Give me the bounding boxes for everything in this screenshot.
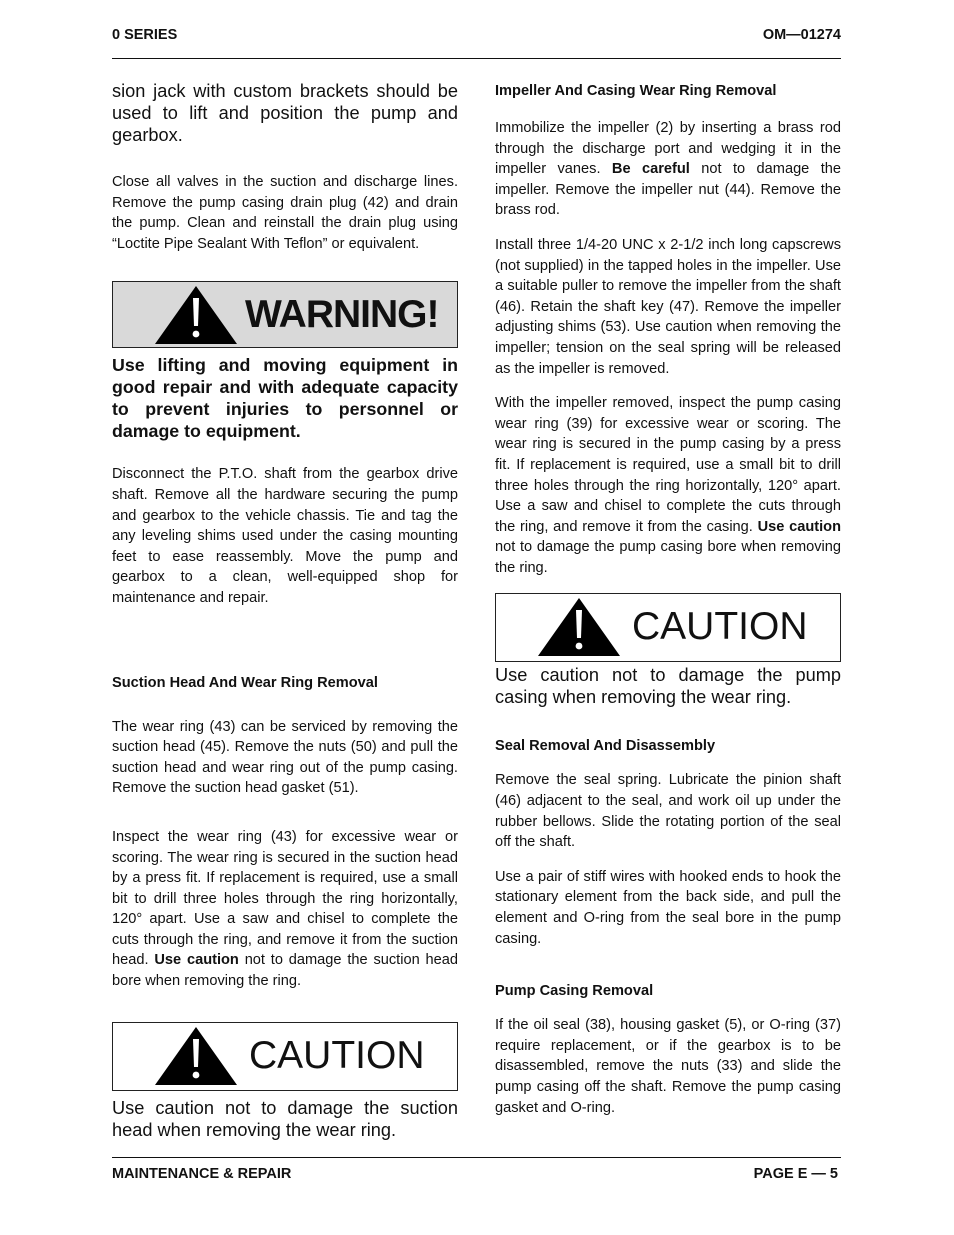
- immobilize-text-c: not to damage the impeller. Remove the impeller nut (44). Remove the brass rod.: [495, 161, 841, 219]
- warning-label: WARNING!: [245, 293, 439, 337]
- left-column: [112, 80, 458, 1141]
- immobilize-text-a: Immobilize the impeller (2) by inserting a brass rod through the discharge port and wedging it in the impeller vanes.: [495, 120, 841, 178]
- casing-text-a: With the impeller removed, inspect the pump casing wear ring (39) for excessive wear or scoring. The wear ring is secured in the pump casing by a press fit. If replacement is required, use a small bit to drill three holes through the ring horizontally, 120° apart. Use a saw and chisel to complete the cuts through the ring, and remove it from the casing.: [495, 395, 841, 535]
- caution-triangle-icon: [536, 596, 622, 658]
- stiff-wires-paragraph: Use a pair of stiff wires with hooked ends to hook the stationary element from the back side, and pull the element and O-ring from the seal bore in the pump casing.: [495, 868, 841, 947]
- warning-box: [112, 281, 458, 348]
- inspect-paragraph: [112, 827, 458, 992]
- wear-ring-paragraph: The wear ring (43) can be serviced by removing the suction head (45). Remove the nuts (50) and pull the suction head and wear ring out of the pump casing. Remove the suction head gasket (51).: [112, 718, 458, 797]
- immobilize-be-careful: Be careful: [611, 161, 690, 178]
- pump-casing-heading: Pump Casing Removal: [495, 983, 654, 1000]
- capscrews-paragraph: Install three 1/4-20 UNC x 2-1/2 inch long capscrews (not supplied) in the tapped holes in the impeller. Use a suitable puller to remove the impeller from the shaft (46). Retain the shaft key (47). Remove the impeller adjusting shims (53). Use caution when removing the impeller; tension on the seal spring will be released as the impeller is removed.: [495, 236, 841, 377]
- disconnect-paragraph: Disconnect the P.T.O. shaft from the gearbox drive shaft. Remove all the hardware securing the pump and gearbox to the vehicle chassis. Tie and tag the any leveling shims used under the casing mounting feet to ease reassembly. Move the pump and gearbox to a clean, well-equipped shop for maintenance and repair.: [112, 466, 458, 606]
- footer-rule: [112, 1157, 841, 1158]
- header-series: 0 SERIES: [112, 27, 178, 43]
- caution-triangle-icon: [153, 1025, 239, 1087]
- immobilize-paragraph: [495, 118, 841, 221]
- right-column: [495, 83, 841, 1118]
- warning-triangle-icon: [153, 284, 239, 346]
- caution-label-left: CAUTION: [249, 1033, 425, 1077]
- casing-wear-ring-paragraph: [495, 393, 841, 578]
- caution-box-left: [112, 1022, 458, 1091]
- impeller-heading: Impeller And Casing Wear Ring Removal: [495, 83, 777, 99]
- header-rule: [112, 58, 841, 59]
- caution-box-right: [495, 593, 841, 662]
- drain-paragraph: Close all valves in the suction and discharge lines. Remove the pump casing drain plug (42) and drain the pump. Clean and reinstall the drain plug using “Loctite Pipe Sealant With Teflon” or equivalent.: [112, 174, 458, 252]
- caution-label-right: CAUTION: [632, 605, 808, 649]
- inspect-use-caution: Use caution: [154, 952, 239, 969]
- inspect-text-a: Inspect the wear ring (43) for excessive wear or scoring. The wear ring is secured in the suction head by a press fit. If replacement is required, use a small bit to drill three holes through the ring horizontally, 120° apart. Use a saw and chisel to complete the cuts through the ring, and remove it from the suction head.: [112, 828, 458, 969]
- suction-head-heading: Suction Head And Wear Ring Removal: [112, 674, 378, 691]
- header-doc-number: OM—01274: [762, 27, 841, 43]
- caution-text-right: Use caution not to damage the pump casing when removing the wear ring.: [495, 665, 841, 708]
- pump-casing-paragraph: If the oil seal (38), housing gasket (5), or O-ring (37) require replacement, or if the gearbox is to be disassembled, remove the nuts (33) and slide the pump casing off the shaft. Remove the pump casing gasket and O-ring.: [495, 1017, 841, 1116]
- seal-heading: Seal Removal And Disassembly: [495, 738, 716, 755]
- casing-text-c: not to damage the pump casing bore when removing the ring.: [495, 539, 841, 576]
- seal-spring-paragraph: Remove the seal spring. Lubricate the pinion shaft (46) adjacent to the seal, and work oil up under the rubber bellows. Slide the rotating portion of the seal off the shaft.: [495, 772, 841, 851]
- footer-page-number: PAGE E — 5: [753, 1166, 838, 1182]
- inspect-text-c: not to damage the suction head bore when removing the ring.: [112, 952, 458, 990]
- warning-text: Use lifting and moving equipment in good repair and with adequate capacity to prevent injuries to personnel or damage to equipment.: [112, 355, 458, 442]
- casing-use-caution: Use caution: [757, 518, 842, 535]
- caution-text-left: Use caution not to damage the suction head when removing the wear ring.: [112, 1097, 458, 1140]
- footer-section: MAINTENANCE & REPAIR: [112, 1166, 292, 1182]
- continued-paragraph: sion jack with custom brackets should be used to lift and position the pump and gearbox.: [112, 81, 458, 145]
